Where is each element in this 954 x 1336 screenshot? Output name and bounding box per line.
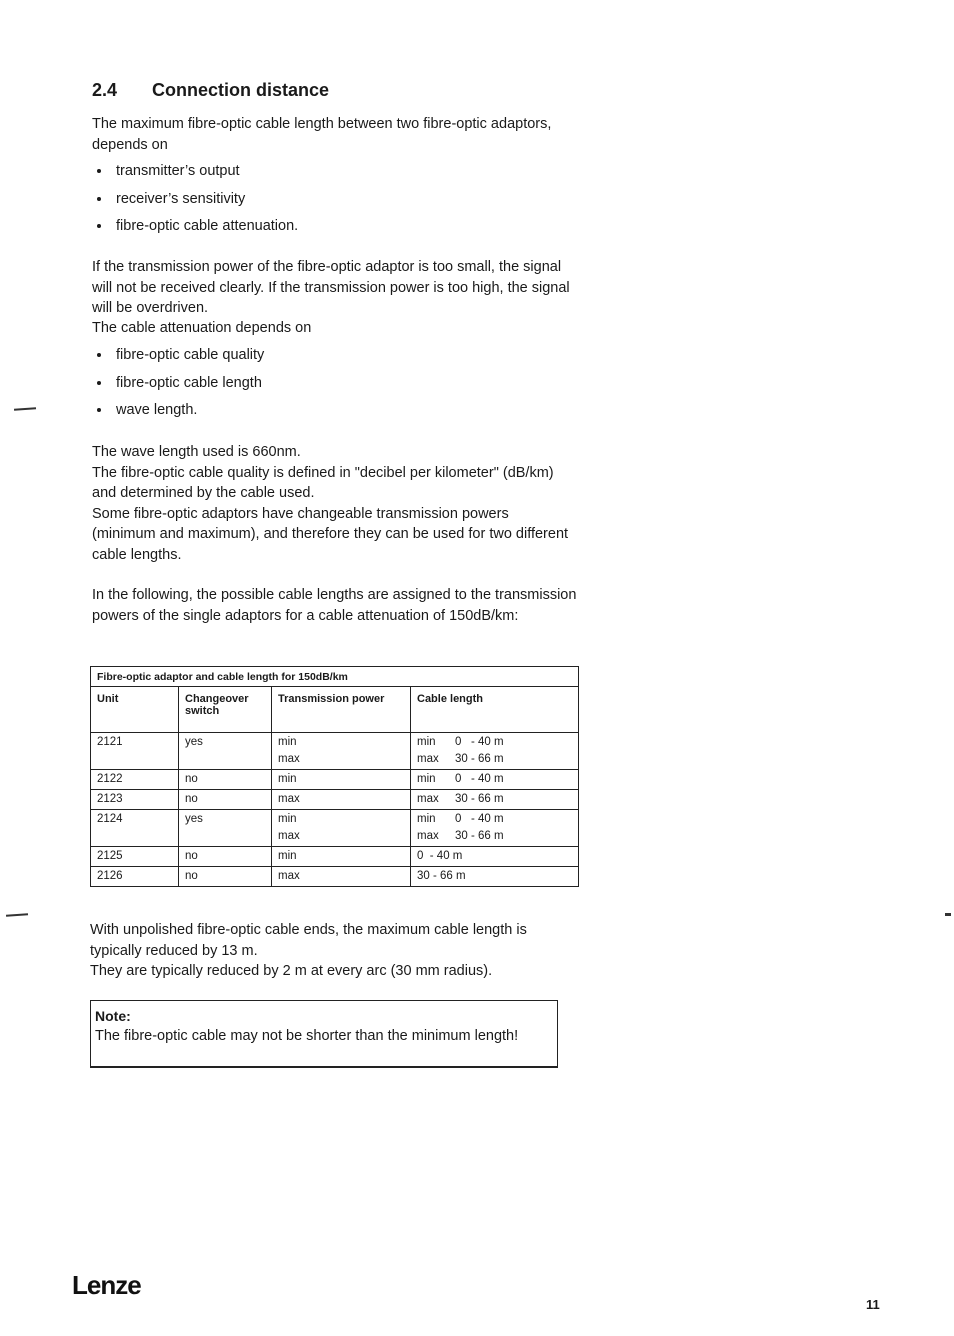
cell-unit: 2122 (91, 770, 179, 790)
scan-mark (945, 913, 951, 916)
cell-power: min max (272, 733, 411, 770)
cell-unit: 2126 (91, 867, 179, 887)
table-row (91, 847, 579, 867)
table-row (91, 810, 579, 847)
attenuation-list (92, 345, 492, 428)
cell-switch: yes (179, 733, 272, 770)
dependency-list (92, 161, 492, 244)
list-item: fibre-optic cable quality (92, 345, 492, 373)
table-row (91, 770, 579, 790)
cell-unit: 2121 (91, 733, 179, 770)
wavelength-block (92, 442, 582, 565)
cell-length: 30 - 66 m (411, 867, 579, 887)
changeable-power-paragraph: Some fibre-optic adaptors have changeable transmission powers (minimum and maximum), and therefore they can be used for two different cable lengths. (92, 505, 569, 563)
cell-length: min 0 - 40 m max 30 - 66 m (411, 810, 579, 847)
scan-mark (14, 407, 36, 410)
arc-paragraph: They are typically reduced by 2 m at every arc (30 mm radius). (90, 963, 493, 979)
table-row (91, 867, 579, 887)
cell-power: min max (272, 810, 411, 847)
attenuation-intro: The cable attenuation depends on (92, 320, 312, 336)
table-row (91, 733, 579, 770)
power-paragraph: If the transmission power of the fibre-optic adaptor is too small, the signal will not be received clearly. If the transmission power is too high, the signal will be overdriven. (92, 259, 570, 316)
wavelength-paragraph: The wave length used is 660nm. (92, 444, 301, 460)
cell-length: min 0 - 40 m (411, 770, 579, 790)
cell-switch: no (179, 867, 272, 887)
cell-switch: no (179, 770, 272, 790)
page-number: 11 (866, 1297, 880, 1312)
cell-power: min (272, 847, 411, 867)
unpolished-paragraph: With unpolished fibre-optic cable ends, the maximum cable length is typically reduced by 13 m. (90, 922, 527, 959)
intro-paragraph: The maximum fibre-optic cable length between two fibre-optic adaptors, depends on (92, 116, 552, 153)
note-box (90, 1000, 558, 1068)
cell-power: min (272, 770, 411, 790)
column-header-power: Transmission power (272, 687, 411, 733)
list-item: transmitter’s output (92, 161, 492, 189)
cell-switch: yes (179, 810, 272, 847)
cell-length: max 30 - 66 m (411, 790, 579, 810)
quality-paragraph: The fibre-optic cable quality is defined in "decibel per kilometer" (dB/km) and determined by the cable used. (92, 464, 554, 501)
lenze-logo: Lenze (72, 1270, 141, 1300)
assignment-paragraph: In the following, the possible cable lengths are assigned to the transmission powers of the single adaptors for a cable attenuation of 150dB/km: (92, 587, 577, 624)
column-header-switch: Changeover switch (179, 687, 272, 733)
section-number: 2.4 (92, 80, 118, 100)
note-text: The fibre-optic cable may not be shorter than the minimum length! (95, 1028, 519, 1044)
list-item: fibre-optic cable attenuation. (92, 216, 492, 244)
column-header-unit: Unit (91, 687, 179, 733)
cell-unit: 2123 (91, 790, 179, 810)
cell-switch: no (179, 790, 272, 810)
cell-unit: 2124 (91, 810, 179, 847)
section-heading (92, 80, 329, 101)
list-item: receiver’s sensitivity (92, 189, 492, 217)
list-item: fibre-optic cable length (92, 373, 492, 401)
list-item: wave length. (92, 400, 492, 428)
column-header-length: Cable length (411, 687, 579, 733)
cell-length: 0 - 40 m (411, 847, 579, 867)
section-title: Connection distance (152, 80, 330, 100)
table-row (91, 790, 579, 810)
cell-power: max (272, 790, 411, 810)
cell-unit: 2125 (91, 847, 179, 867)
cell-switch: no (179, 847, 272, 867)
cell-power: max (272, 867, 411, 887)
scan-mark (6, 913, 28, 916)
note-title: Note: (95, 1008, 131, 1024)
cell-length: min 0 - 40 m max 30 - 66 m (411, 733, 579, 770)
cable-length-table (90, 666, 579, 887)
table-caption: Fibre-optic adaptor and cable length for 150dB/km (91, 667, 579, 687)
